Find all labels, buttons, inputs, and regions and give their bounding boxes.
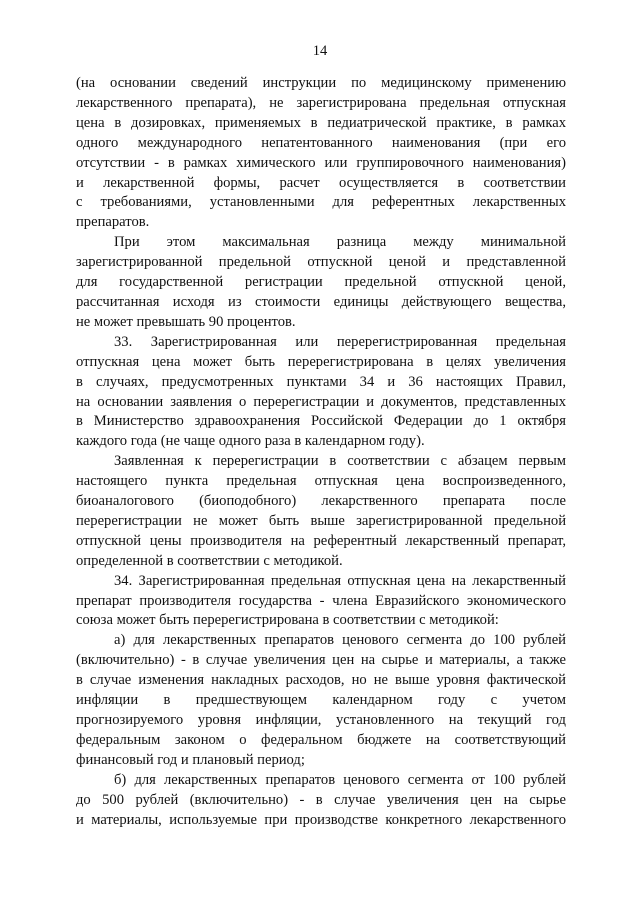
text-line: отпускная цена может быть перерегистрирована в целях увеличения: [76, 353, 566, 370]
text-line: с требованиями, установленными для референтных лекарственных: [76, 194, 566, 211]
text-line: в Министерство здравоохранения Российской Федерации до 1 октября: [76, 413, 566, 430]
text-line: отпускной цены производителя на референтный лекарственный препарат,: [76, 532, 566, 549]
text-line: (на основании сведений инструкции по медицинскому применению: [76, 75, 566, 91]
text-line: прогнозируемого уровня инфляции, установленного на текущий год: [76, 712, 566, 728]
text-line: цена в дозировках, применяемых в педиатрической практике, в рамках: [76, 114, 566, 131]
text-line: Заявленная к перерегистрации в соответствии с абзацем первым: [114, 453, 566, 470]
text-line: отсутствии - в рамках химического или группировочного наименования): [76, 154, 566, 171]
text-line: инфляции в предшествующем календарном году с учетом: [76, 692, 566, 709]
page-number: 14: [312, 43, 328, 59]
text-line: перерегистрации не может быть выше зарегистрированной предельной: [76, 512, 566, 529]
text-line: и материалы, используемые при производстве конкретного лекарственного: [76, 811, 566, 828]
text-line: в случае изменения накладных расходов, но не выше уровня фактической: [76, 672, 566, 689]
text-line: 33. Зарегистрированная или перерегистрированная предельная: [114, 333, 566, 350]
text-line: каждого года (не чаще одного раза в календарном году).: [76, 433, 425, 450]
text-line: настоящего пункта предельная отпускная цена воспроизведенного,: [76, 473, 566, 490]
text-line: При этом максимальная разница между минимальной: [114, 234, 566, 251]
text-line: б) для лекарственных препаратов ценового сегмента от 100 рублей: [114, 771, 566, 788]
text-line: федеральным законом о федеральном бюджете на соответствующий: [76, 731, 566, 748]
text-line: препаратов.: [76, 214, 150, 231]
text-line: лекарственного препарата), не зарегистрирована предельная отпускная: [76, 94, 566, 111]
text-line: до 500 рублей (включительно) - в случае увеличения цен на сырье: [76, 791, 566, 808]
text-line: финансовый год и плановый период;: [76, 751, 305, 768]
text-line: и лекарственной формы, расчет осуществляется в соответствии: [76, 174, 566, 191]
text-line: для государственной регистрации предельной отпускной ценой,: [76, 274, 566, 291]
document-body: [76, 74, 566, 830]
text-line: не может превышать 90 процентов.: [76, 313, 296, 330]
text-line: а) для лекарственных препаратов ценового сегмента до 100 рублей: [114, 632, 566, 649]
text-line: союза может быть перерегистрирована в соответствии с методикой:: [76, 612, 499, 629]
text-line: рассчитанная исходя из стоимости единицы действующего вещества,: [76, 293, 566, 310]
text-line: одного международного непатентованного наименования (при его: [76, 134, 566, 151]
text-line: на основании заявления о перерегистрации и документов, представленных: [76, 393, 566, 410]
text-line: зарегистрированной предельной отпускной ценой и представленной: [76, 254, 566, 271]
text-line: определенной в соответствии с методикой.: [76, 552, 343, 569]
text-line: (включительно) - в случае увеличения цен на сырье и материалы, а также: [76, 652, 566, 669]
text-line: в случаях, предусмотренных пунктами 34 и 36 настоящих Правил,: [76, 373, 566, 390]
text-line: препарат производителя государства - члена Евразийского экономического: [76, 592, 566, 609]
text-line: 34. Зарегистрированная предельная отпускная цена на лекарственный: [114, 572, 566, 589]
text-line: биоаналогового (биоподобного) лекарственного препарата после: [76, 493, 566, 510]
